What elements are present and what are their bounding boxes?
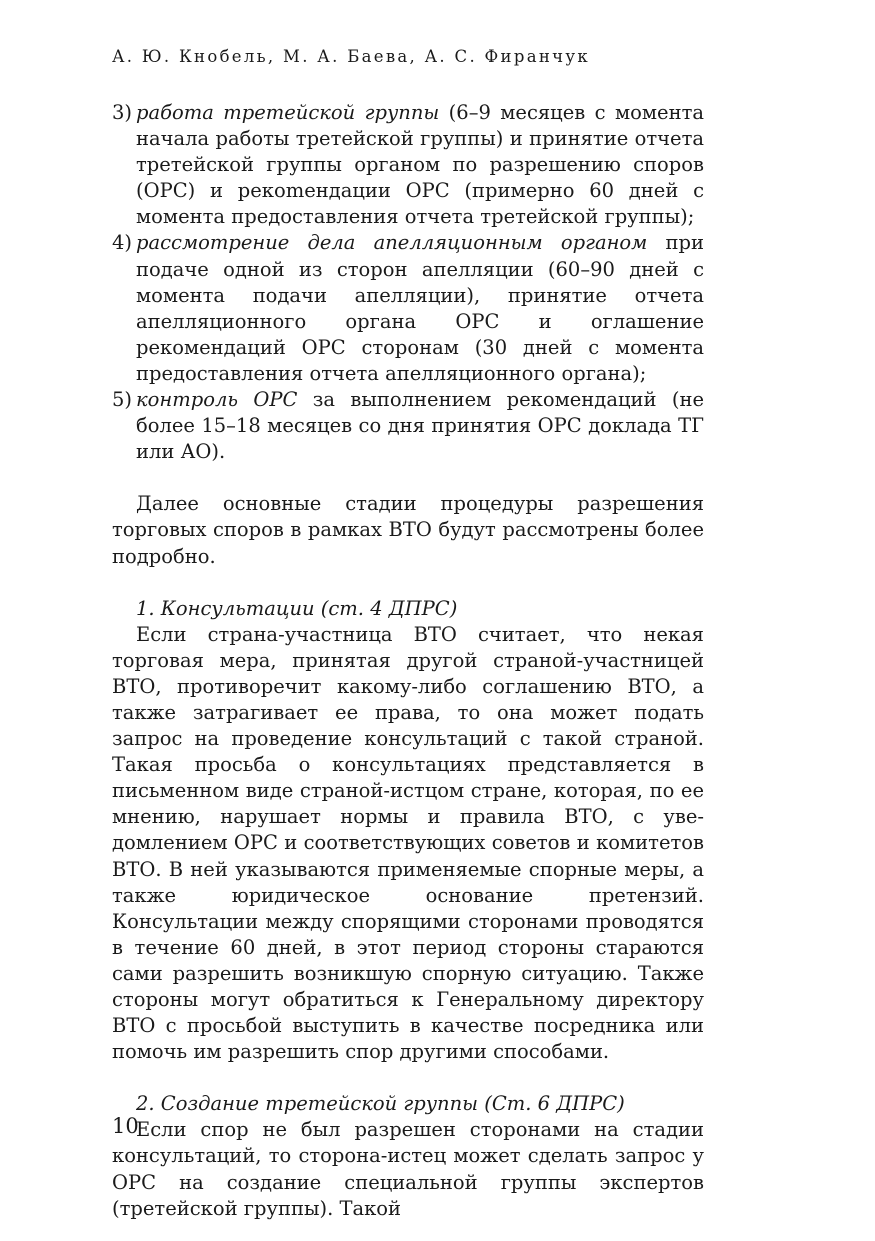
- intro-paragraph: Далее основные стадии процедуры разрешения торговых споров в рамках ВТО будут рассмотрены более подробно.: [112, 492, 704, 568]
- list-item-3: [112, 100, 704, 230]
- section-paragraph-consultations: Если страна-участница ВТО считает, что некая торговая мера, принятая другой страной-участницей ВТО, противоречит какому-либо соглашению ВТО, а также затрагивает ее права, то она может подать запрос на проведение консультаций с такой страной. Такая просьба о консультациях представляется в письменном виде страной-истцом стране, которая, по ее мнению, нарушает нормы и правила ВТО, с уведомлением ОРС и соответствующих советов и комитетов ВТО. В ней указываются применяемые спорные меры, а также юридическое основание претензий. Консультации между спорящими сторонами проводятся в течение 60 дней, в этот период стороны стараются сами разрешить возникшую спорную ситуацию. Также стороны могут обратиться к Генеральному директору ВТО с просьбой выступить в качестве посредника или помочь им разрешить спор другими способами.: [112, 622, 704, 1064]
- list-number: 4): [112, 231, 133, 255]
- spacer: [112, 570, 704, 596]
- list-number: 5): [112, 388, 133, 412]
- list-text: при подаче одной из сторон апелляции (60–90 дней с момента подачи апелляции), принятие отчета апелляционного органа ОРС и оглашение рекомендаций ОРС сторонам (30 дней с момента предоставления отчета апелляционного органа);: [136, 231, 704, 385]
- section-heading-consultations: 1. Консультации (ст. 4 ДПРС): [136, 596, 458, 620]
- list-term: работа третейской группы: [136, 101, 440, 124]
- section-paragraph-panel: Если спор не был разрешен сторонами на стадии консультаций, то сторона-истец может сделать запрос у ОРС на создание специальной группы экспертов (третейской группы). Такой: [112, 1118, 704, 1220]
- list-text: (6–9 месяцев с момента начала работы третейской группы) и принятие отчета третейской группы органом по разрешению споров (ОРС) и рекоmендации ОРС (примерно 60 дней с момента предоставления отчета третейской группы);: [136, 101, 704, 229]
- spacer: [112, 1065, 704, 1091]
- page-number: 10: [112, 1114, 139, 1138]
- section-heading-panel: 2. Создание третейской группы (Ст. 6 ДПРС): [136, 1092, 625, 1116]
- list-number: 3): [112, 101, 133, 124]
- list-term: контроль ОРС: [136, 388, 298, 412]
- list-item-5: [112, 387, 704, 465]
- spacer: [112, 465, 704, 491]
- page-body: [112, 100, 704, 1222]
- list-text: за выполнением рекомендаций (не более 15–18 месяцев со дня принятия ОРС доклада ТГ или АО).: [136, 388, 704, 464]
- list-item-4: [112, 230, 704, 387]
- list-term: рассмотрение дела апелляционным органом: [136, 231, 648, 255]
- running-head: А. Ю. Кнобель, М. А. Баева, А. С. Фиранчук: [112, 47, 590, 66]
